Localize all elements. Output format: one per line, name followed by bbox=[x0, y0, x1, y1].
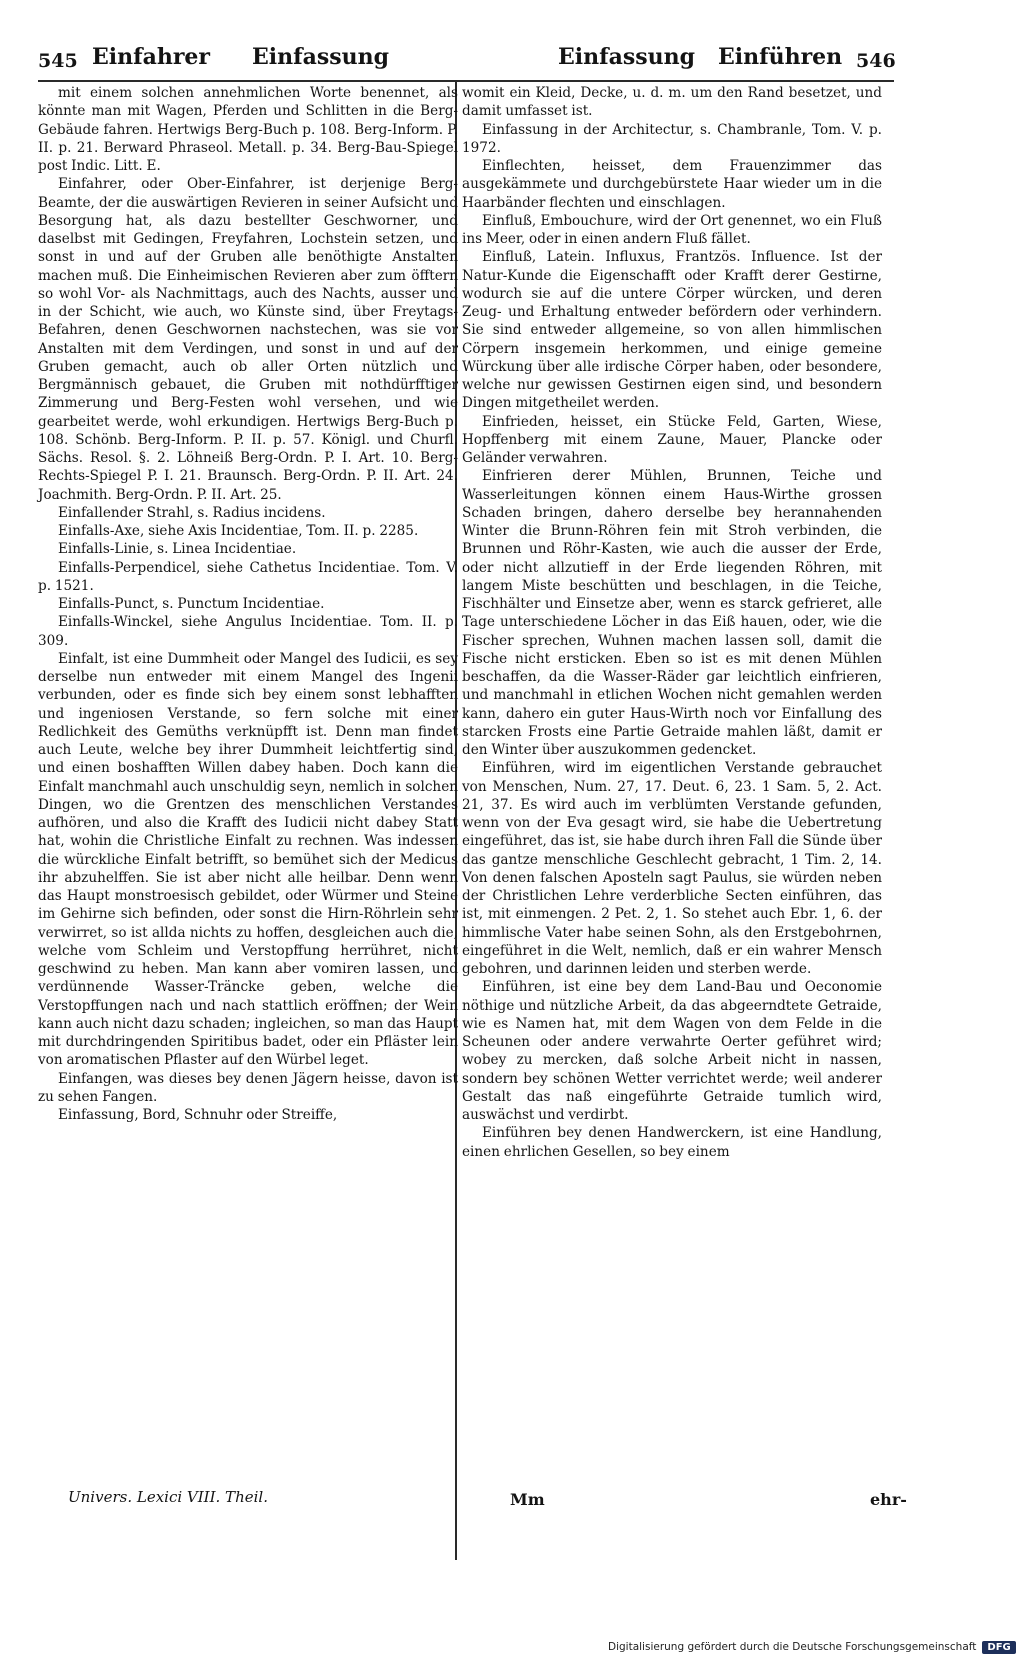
signature-mark: Mm bbox=[510, 1490, 545, 1509]
footer-credit: Digitalisierung gefördert durch die Deutsche Forschungsgemeinschaft bbox=[608, 1641, 977, 1653]
entry-paragraph: Einfassung, Bord, Schnuhr oder Streiffe, bbox=[58, 1107, 338, 1123]
entry-paragraph: Einfrieden, heisset, ein Stücke Feld, Garten, Wiese, Hopffenberg mit einem Zaune, Mauer, Plancke oder Geländer verwahren. bbox=[462, 413, 882, 466]
entry-paragraph: Einfalt, ist eine Dummheit oder Mangel des Iudicii, es sey derselbe nun entweder mit einem Mangel des Ingenii verbunden, oder es finde sich bey einem sonst lebhafften und ingeniosen Verstande, so fern solche mit einer Redlichkeit des Gemüths verknüpfft ist. Denn man findet auch Leute, welche bey ihrer Dummheit leichtfertig sind, und einen boshafften Willen dabey haben. Doch kann die Einfalt manchmahl auch unschuldig seyn, nemlich in solchen Dingen, wo die Grentzen des menschlichen Verstandes aufhören, und also die Krafft des Iudicii nicht dabey Statt hat, wohin die Christliche Einfalt zu rechnen. Was indessen die würckliche Einfalt betrifft, so bemühet sich der Medicus ihr abzuhelffen. Sie ist aber nicht alle heilbar. Denn wenn das Haupt monstroesisch gebildet, oder Würmer und Steine im Gehirne sich befinden, oder sonst die Hirn-Röhrlein sehr verwirret, so ist allda nichts zu hoffen, desgleichen auch die, welche vom Schleim und Verstopffung herrühret, nicht geschwind zu heben. Man kann aber vomiren lassen, und verdünnende Wasser-Träncke geben, welche die Verstopffungen nach und nach stattlich eröffnen; der Wein kann auch nicht dazu schaden; ingleichen, so man das Haupt mit durchdringenden Spiritibus badet, oder ein Pfläster lein von aromatischen Pflaster auf den Würbel leget. bbox=[38, 650, 458, 1069]
entry-paragraph: Einführen bey denen Handwerckern, ist eine Handlung, einen ehrlichen Gesellen, so bey einem bbox=[462, 1125, 882, 1160]
entry-paragraph: Einfrieren derer Mühlen, Brunnen, Teiche und Wasserleitungen können einem Haus-Wirthe grossen Schaden bringen, dahero derselbe bey herannahenden Winter die Brunn-Röhren fein mit Stroh verbinden, die Brunnen und Röhr-Kasten, wie auch die ausser der Erde, oder nicht allzutieff in der Erde liegenden Röhren, mit langem Miste beschütten und beschlagen, in die Teiche, Fischhälter und Einsetze aber, wenn es starck gefrieret, alle Tage unterschiedene Löcher in das Eiß hauen, oder, wie die Fischer sprechen, Wuhnen machen lassen soll, damit die Fische nicht ersticken. Eben so ist es mit denen Mühlen beschaffen, da die Wasser-Räder gar leichtlich einfrieren, und manchmahl in etlichen Wochen nicht gemahlen werden kann, dahero ein guter Haus-Wirth noch vor Einfallung des starcken Frosts eine Partie Getraide mahlen läßt, damit er den Winter über auszukommen gedencket. bbox=[462, 468, 882, 758]
entry-paragraph: Einfluß, Latein. Influxus, Frantzös. Influence. Ist der Natur-Kunde die Eigenschafft oder Krafft derer Gestirne, wodurch sie auf die untere Cörper würcken, und deren Zeug- und Erhaltung entweder befördern oder verhindern. Sie sind entweder allgemeine, so von allen himmlischen Cörpern insgemein herkommen, und einige gemeine Würckung über alle irdische Cörper haben, oder besondere, welche nur gewissen Gestirnen eigen sind, und besondern Dingen mitgetheilet werden. bbox=[462, 249, 882, 412]
entry-paragraph: Einfalls-Linie, s. Linea Incidentiae. bbox=[58, 541, 297, 558]
catchword: ehr- bbox=[870, 1490, 907, 1509]
entry-paragraph: womit ein Kleid, Decke, u. d. m. um den Rand besetzet, und damit umfasset ist. bbox=[462, 85, 882, 120]
entry-paragraph: Einfalls-Axe, siehe Axis Incidentiae, Tom. II. p. 2285. bbox=[58, 523, 419, 539]
left-running-head-1: Einfahrer bbox=[92, 44, 211, 70]
entry-paragraph: Einfangen, was dieses bey denen Jägern heisse, davon ist zu sehen Fangen. bbox=[38, 1070, 458, 1105]
entry-paragraph: Einfalls-Perpendicel, siehe Cathetus Incidentiae. Tom. V. p. 1521. bbox=[38, 559, 458, 594]
header-rule bbox=[38, 80, 894, 82]
entry-paragraph: Einführen, ist eine bey dem Land-Bau und Oeconomie nöthige und nützliche Arbeit, da das abgeerndtete Getraide, wie es Namen hat, mit dem Wagen von dem Felde in die Scheunen oder andere verwahrte Oerter geführet wird; wobey zu mercken, daß solche Arbeit nicht in nassen, sondern bey schönen Wetter verrichtet werde; weil anderer Gestalt das naß eingeführte Getraide tumlich wird, auswächst und verdirbt. bbox=[462, 979, 882, 1123]
entry-paragraph: mit einem solchen annehmlichen Worte benennet, als könnte man mit Wagen, Pferden und Schlitten in die Berg-Gebäude fahren. Hertwigs Berg-Buch p. 108. Berg-Inform. P. II. p. 21. Berward Phraseol. Metall. p. 34. Berg-Bau-Spiegel post Indic. Litt. E. bbox=[38, 85, 458, 174]
entry-paragraph: Einfassung in der Architectur, s. Chambranle, Tom. V. p. 1972. bbox=[462, 121, 882, 156]
volume-signature: Univers. Lexici VIII. Theil. bbox=[68, 1488, 268, 1506]
left-page-number: 545 bbox=[38, 50, 78, 72]
right-page-number: 546 bbox=[856, 50, 896, 72]
entry-paragraph: Einflechten, heisset, dem Frauenzimmer das ausgekämmete und durchgebürstete Haar wieder um in die Haarbänder flechten und einschlagen. bbox=[462, 158, 882, 211]
entry-paragraph: Einführen, wird im eigentlichen Verstande gebrauchet von Menschen, Num. 27, 17. Deut. 6, 23. 1 Sam. 5, 2. Act. 21, 37. Es wird auch im verblümten Verstande gefunden, wenn von der Eva gesagt wird, sie habe die Uebertretung eingeführet, das ist, sie habe durch ihren Fall die Sünde über das gantze menschliche Geschlecht gebracht, 1 Tim. 2, 14. Von denen falschen Aposteln sagt Paulus, sie würden neben der Christlichen Lehre verderbliche Secten einführen, das ist, mit einmengen. 2 Pet. 2, 1. So stehet auch Ebr. 1, 6. der himmlische Vater habe seinen Sohn, als den Erstgebohrnen, eingeführet in die Welt, nemlich, daß er ein wahrer Mensch gebohren, und darinnen leiden und sterben werde. bbox=[462, 760, 882, 977]
left-column bbox=[38, 84, 458, 1124]
entry-paragraph: Einfalls-Punct, s. Punctum Incidentiae. bbox=[58, 596, 325, 612]
left-running-head-2: Einfassung bbox=[252, 44, 389, 70]
digitization-footer bbox=[608, 1637, 1016, 1657]
entry-paragraph: Einfalls-Winckel, siehe Angulus Incidentiae. Tom. II. p. 309. bbox=[38, 614, 458, 649]
running-header bbox=[38, 44, 898, 78]
entry-paragraph: Einfluß, Embouchure, wird der Ort genennet, wo ein Fluß ins Meer, oder in einen andern Fluß fället. bbox=[462, 212, 882, 247]
dfg-logo-icon: DFG bbox=[982, 1641, 1015, 1654]
right-column bbox=[462, 84, 882, 1161]
entry-paragraph: Einfahrer, oder Ober-Einfahrer, ist derjenige Berg-Beamte, der die auswärtigen Revieren in seiner Aufsicht und Besorgung hat, als dazu bestellter Geschworner, und daselbst mit Gedingen, Freyfahren, Lochstein setzen, und sonst in und auf der Gruben alle benöthigte Anstalten machen muß. Die Einheimischen Revieren aber zum öfftern so wohl Vor- als Nachmittags, auch des Nachts, ausser und in der Schicht, wie auch, wo Künste sind, über Freytags-Befahren, denen Geschwornen nachstechen, was sie vor Anstalten mit dem Verdingen, und sonst in und auf der Gruben gemacht, auch ob aller Orten nützlich und Bergmännisch gebauet, die Gruben mit nothdürfftiger Zimmerung und Berg-Festen wohl versehen, und wie gearbeitet werde, wohl erkundigen. Hertwigs Berg-Buch p. 108. Schönb. Berg-Inform. P. II. p. 57. Königl. und Churfl. Sächs. Resol. §. 2. Löhneiß Berg-Ordn. P. I. Art. 10. Berg-Rechts-Spiegel P. I. 21. Braunsch. Berg-Ordn. P. II. Art. 24. Joachmith. Berg-Ordn. P. II. Art. 25. bbox=[38, 176, 458, 503]
right-running-head-2: Einführen bbox=[718, 44, 843, 70]
right-running-head-1: Einfassung bbox=[558, 44, 695, 70]
entry-paragraph: Einfallender Strahl, s. Radius incidens. bbox=[58, 504, 326, 521]
